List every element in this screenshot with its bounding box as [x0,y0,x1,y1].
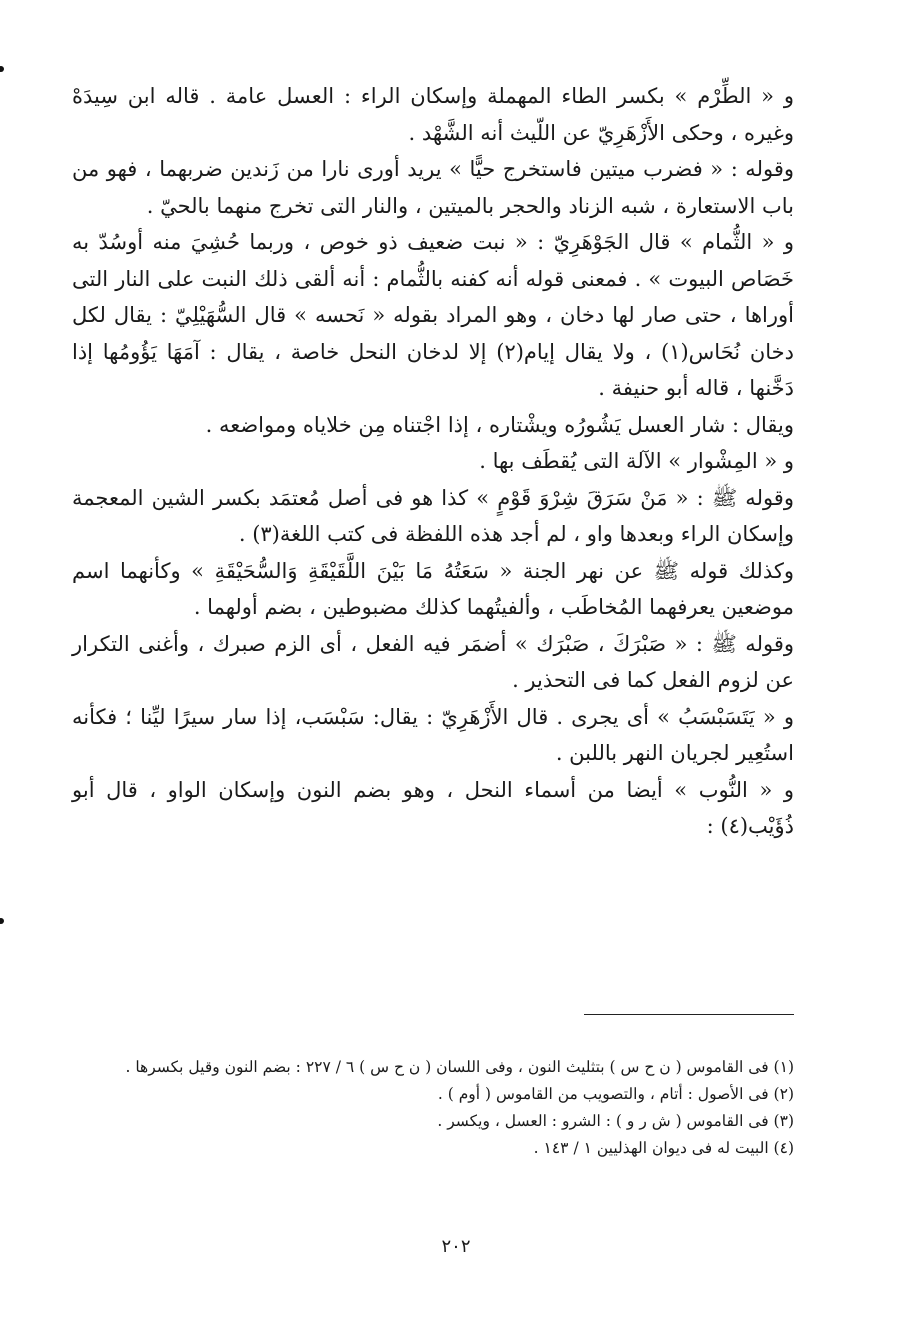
page-number: ٢٠٢ [441,1236,471,1257]
footnote-separator [584,1014,794,1015]
paragraph-thumam: و « الثُّمام » قال الجَوْهَرِيّ : « نبت ضعيف ذو خوص ، وربما حُشِيَ منه أوسُدّ به خَصَاص البيوت » . فمعنى قوله أنه كفنه بالثُّمام : أنه ألقى ذلك النبت على النار التى أوراها ، حتى صار لها دخان ، وهو المراد بقوله « نَحسه » قال السُّهَيْلِيّ : يقال لكل دخان نُحَاس(١) ، ولا يقال إيام(٢) إلا لدخان النحل خاصة ، يقال : آمَهَا يَؤُومُها إذا دَخَّنها ، قاله أبو حنيفة . [72,230,794,400]
footnote-4: (٤) البيت له فى ديوان الهذليين ١ / ١٤٣ . [533,1139,794,1157]
paragraph-yatasabsab: و « يَتَسَبْسَبُ » أى يجرى . قال الأَزْهَرِيّ : يقال: سَبْسَب، إذا سار سيرًا ليِّنا ؛ فكأنه استُعِير لجريان النهر باللبن . [72,704,794,765]
paragraph-shirw: وقوله ﷺ : « مَنْ سَرَقَ شِرْوَ قَوْمٍ » كذا هو فى أصل مُعتمَد بكسر الشين المعجمة وإسكان الراء وبعدها واو ، لم أجد هذه اللفظة فى كتب اللغة(٣) . [72,485,794,546]
margin-mark-top [0,66,4,72]
footnote-2: (٢) فى الأصول : أتام ، والتصويب من القاموس ( أوم ) . [437,1085,794,1103]
paragraph-river-of-paradise: وكذلك قوله ﷺ عن نهر الجنة « سَعَتُهُ مَا بَيْنَ اللَّقَيْقَةِ وَالسُّحَيْقَةِ » وكأنهما اسم موضعين يعرفهما المُخاطَب ، وألفيتُهما كذلك مضبوطين ، بضم أولهما . [72,558,794,619]
paragraph-tirm: و « الطِّرْم » بكسر الطاء المهملة وإسكان الراء : العسل عامة . قاله ابن سِيدَهْ وغيره ، وحكى الأَزْهَرِيّ عن اللّيث أنه الشَّهْد . [72,84,794,145]
margin-mark-middle [0,918,4,924]
paragraph-shar-al-asal: ويقال : شار العسل يَشُورُه ويشْتاره ، إذا اجْتناه مِن خلاياه ومواضعه . [205,412,794,437]
paragraph-mishwar: و « المِشْوار » الآلة التى يُقطَف بها . [479,449,794,473]
paragraph-fire-metaphor: وقوله : « فضرب ميتين فاستخرج حيًّا » يريد أورى نارا من زَندين ضربهما ، فهو من باب الاستعارة ، شبه الزناد والحجر بالميتين ، والنار التى تخرج منهما بالحيّ . [72,157,794,218]
paragraph-sabraka: وقوله ﷺ : « صَبْرَكَ ، صَبْرَك » أضمَر فيه الفعل ، أى الزم صبرك ، وأغنى التكرار عن لزوم الفعل كما فى التحذير . [72,631,794,692]
footnotes [72,1054,794,1162]
footnote-1: (١) فى القاموس ( ن ح س ) بتثليث النون ، وفى اللسان ( ن ح س ) ٦ / ٢٢٧ : بضم النون وقيل بكسرها . [125,1058,794,1076]
main-text [72,78,794,845]
paragraph-nub: و « النُّوب » أيضا من أسماء النحل ، وهو بضم النون وإسكان الواو ، قال أبو ذُؤَيْب(٤) : [72,777,794,838]
footnote-3: (٣) فى القاموس ( ش ر و ) : الشرو : العسل ، ويكسر . [437,1112,794,1130]
